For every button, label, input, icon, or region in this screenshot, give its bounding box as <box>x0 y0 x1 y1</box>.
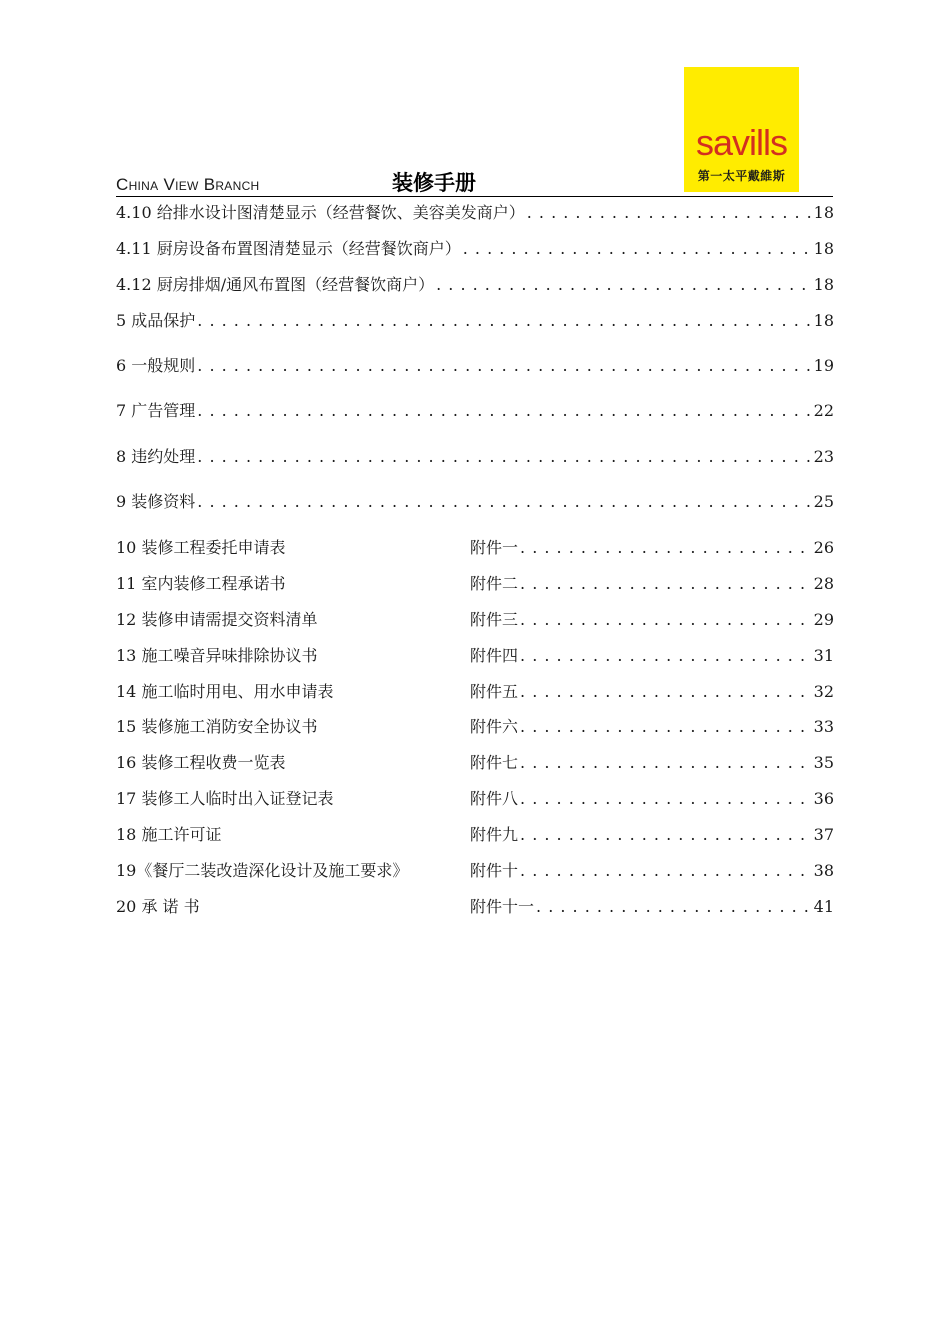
toc-entry-label: 8 违约处理 <box>116 447 196 466</box>
toc-entry-label: 18 施工许可证 <box>116 825 222 844</box>
toc-leader-dots <box>536 895 812 919</box>
toc-entry[interactable] <box>116 237 834 261</box>
toc-page-number: 23 <box>813 447 834 466</box>
toc-entry[interactable] <box>116 201 834 225</box>
toc-entry-label: 13 施工噪音异味排除协议书 <box>116 646 318 665</box>
toc-annex-label: 附件五 <box>470 682 519 701</box>
toc-entry-label: 15 装修施工消防安全协议书 <box>116 717 318 736</box>
toc-appendix-entry[interactable] <box>116 715 834 739</box>
toc-leader-dots <box>197 490 811 514</box>
toc-entry-label: 17 装修工人临时出入证登记表 <box>116 789 334 808</box>
toc-entry-label: 4.11 厨房设备布置图清楚显示（经营餐饮商户） <box>116 239 461 258</box>
toc-appendix-entry[interactable] <box>116 644 834 668</box>
document-title: 装修手册 <box>392 171 476 195</box>
toc-entry-label: 4.12 厨房排烟/通风布置图（经营餐饮商户） <box>116 275 435 294</box>
toc-appendix-entry[interactable] <box>116 751 834 775</box>
toc-entry-label: 4.10 给排水设计图清楚显示（经营餐饮、美容美发商户） <box>116 203 525 222</box>
toc-page-number: 37 <box>813 825 834 844</box>
toc-leader-dots <box>197 445 811 469</box>
toc-appendix-entry[interactable] <box>116 859 834 883</box>
toc-leader-dots <box>520 680 812 704</box>
toc-entry-label: 14 施工临时用电、用水申请表 <box>116 682 334 701</box>
toc-entry-label: 7 广告管理 <box>116 401 196 420</box>
toc-annex-label: 附件九 <box>470 825 519 844</box>
toc-page-number: 41 <box>813 897 834 916</box>
toc-leader-dots <box>463 237 812 261</box>
toc-leader-dots <box>520 536 812 560</box>
toc-leader-dots <box>520 823 812 847</box>
toc-appendix-entry[interactable] <box>116 680 834 704</box>
toc-leader-dots <box>520 644 812 668</box>
toc-leader-dots <box>520 859 812 883</box>
toc-entry[interactable] <box>116 309 834 333</box>
toc-appendix-entry[interactable] <box>116 572 834 596</box>
toc-leader-dots <box>197 399 811 423</box>
logo-wordmark: savills <box>695 122 787 163</box>
header-divider <box>116 196 833 197</box>
toc-entry-label: 9 装修资料 <box>116 492 196 511</box>
toc-entry-label: 12 装修申请需提交资料清单 <box>116 610 318 629</box>
toc-appendix-entry[interactable] <box>116 608 834 632</box>
toc-entry[interactable] <box>116 490 834 514</box>
toc-leader-dots <box>436 273 812 297</box>
toc-leader-dots <box>197 309 811 333</box>
toc-page-number: 33 <box>813 717 834 736</box>
toc-page-number: 31 <box>813 646 834 665</box>
toc-page-number: 18 <box>813 239 834 258</box>
page-header <box>116 165 833 195</box>
toc-entry-label: 16 装修工程收费一览表 <box>116 753 286 772</box>
toc-leader-dots <box>520 787 812 811</box>
toc-leader-dots <box>197 354 811 378</box>
toc-annex-label: 附件十 <box>470 861 519 880</box>
toc-annex-label: 附件十一 <box>470 897 535 916</box>
toc-annex-label: 附件三 <box>470 610 519 629</box>
toc-page-number: 28 <box>813 574 834 593</box>
toc-page-number: 18 <box>813 203 834 222</box>
toc-page-number: 26 <box>813 538 834 557</box>
toc-annex-label: 附件六 <box>470 717 519 736</box>
toc-entry-label: 11 室内装修工程承诺书 <box>116 574 286 593</box>
toc-page-number: 19 <box>813 356 834 375</box>
branch-name: China View Branch <box>116 175 260 194</box>
toc-page-number: 18 <box>813 275 834 294</box>
toc-annex-label: 附件四 <box>470 646 519 665</box>
toc-page-number: 36 <box>813 789 834 808</box>
toc-entry[interactable] <box>116 399 834 423</box>
toc-appendix-entry[interactable] <box>116 895 834 919</box>
toc-appendix-entry[interactable] <box>116 823 834 847</box>
toc-page-number: 32 <box>813 682 834 701</box>
toc-annex-label: 附件二 <box>470 574 519 593</box>
toc-annex-label: 附件一 <box>470 538 519 557</box>
toc-leader-dots <box>520 572 812 596</box>
toc-leader-dots <box>520 715 812 739</box>
toc-entry-label: 6 一般规则 <box>116 356 196 375</box>
toc-page-number: 35 <box>813 753 834 772</box>
toc-page-number: 18 <box>813 311 834 330</box>
toc-entry[interactable] <box>116 354 834 378</box>
toc-leader-dots <box>520 751 812 775</box>
toc-annex-label: 附件七 <box>470 753 519 772</box>
toc-entry-label: 20 承 诺 书 <box>116 897 200 916</box>
toc-entry-label: 19《餐厅二装改造深化设计及施工要求》 <box>116 861 409 880</box>
toc-appendix-entry[interactable] <box>116 787 834 811</box>
toc-appendix-entry[interactable] <box>116 536 834 560</box>
toc-page-number: 38 <box>813 861 834 880</box>
toc-annex-label: 附件八 <box>470 789 519 808</box>
toc-leader-dots <box>520 608 812 632</box>
toc-entry[interactable] <box>116 445 834 469</box>
toc-entry-label: 5 成品保护 <box>116 311 196 330</box>
toc-entry-label: 10 装修工程委托申请表 <box>116 538 286 557</box>
toc-page-number: 29 <box>813 610 834 629</box>
toc-page-number: 22 <box>813 401 834 420</box>
toc-page-number: 25 <box>813 492 834 511</box>
toc-leader-dots <box>527 201 812 225</box>
logo-chinese-name: 第一太平戴維斯 <box>697 169 786 183</box>
toc-entry[interactable] <box>116 273 834 297</box>
